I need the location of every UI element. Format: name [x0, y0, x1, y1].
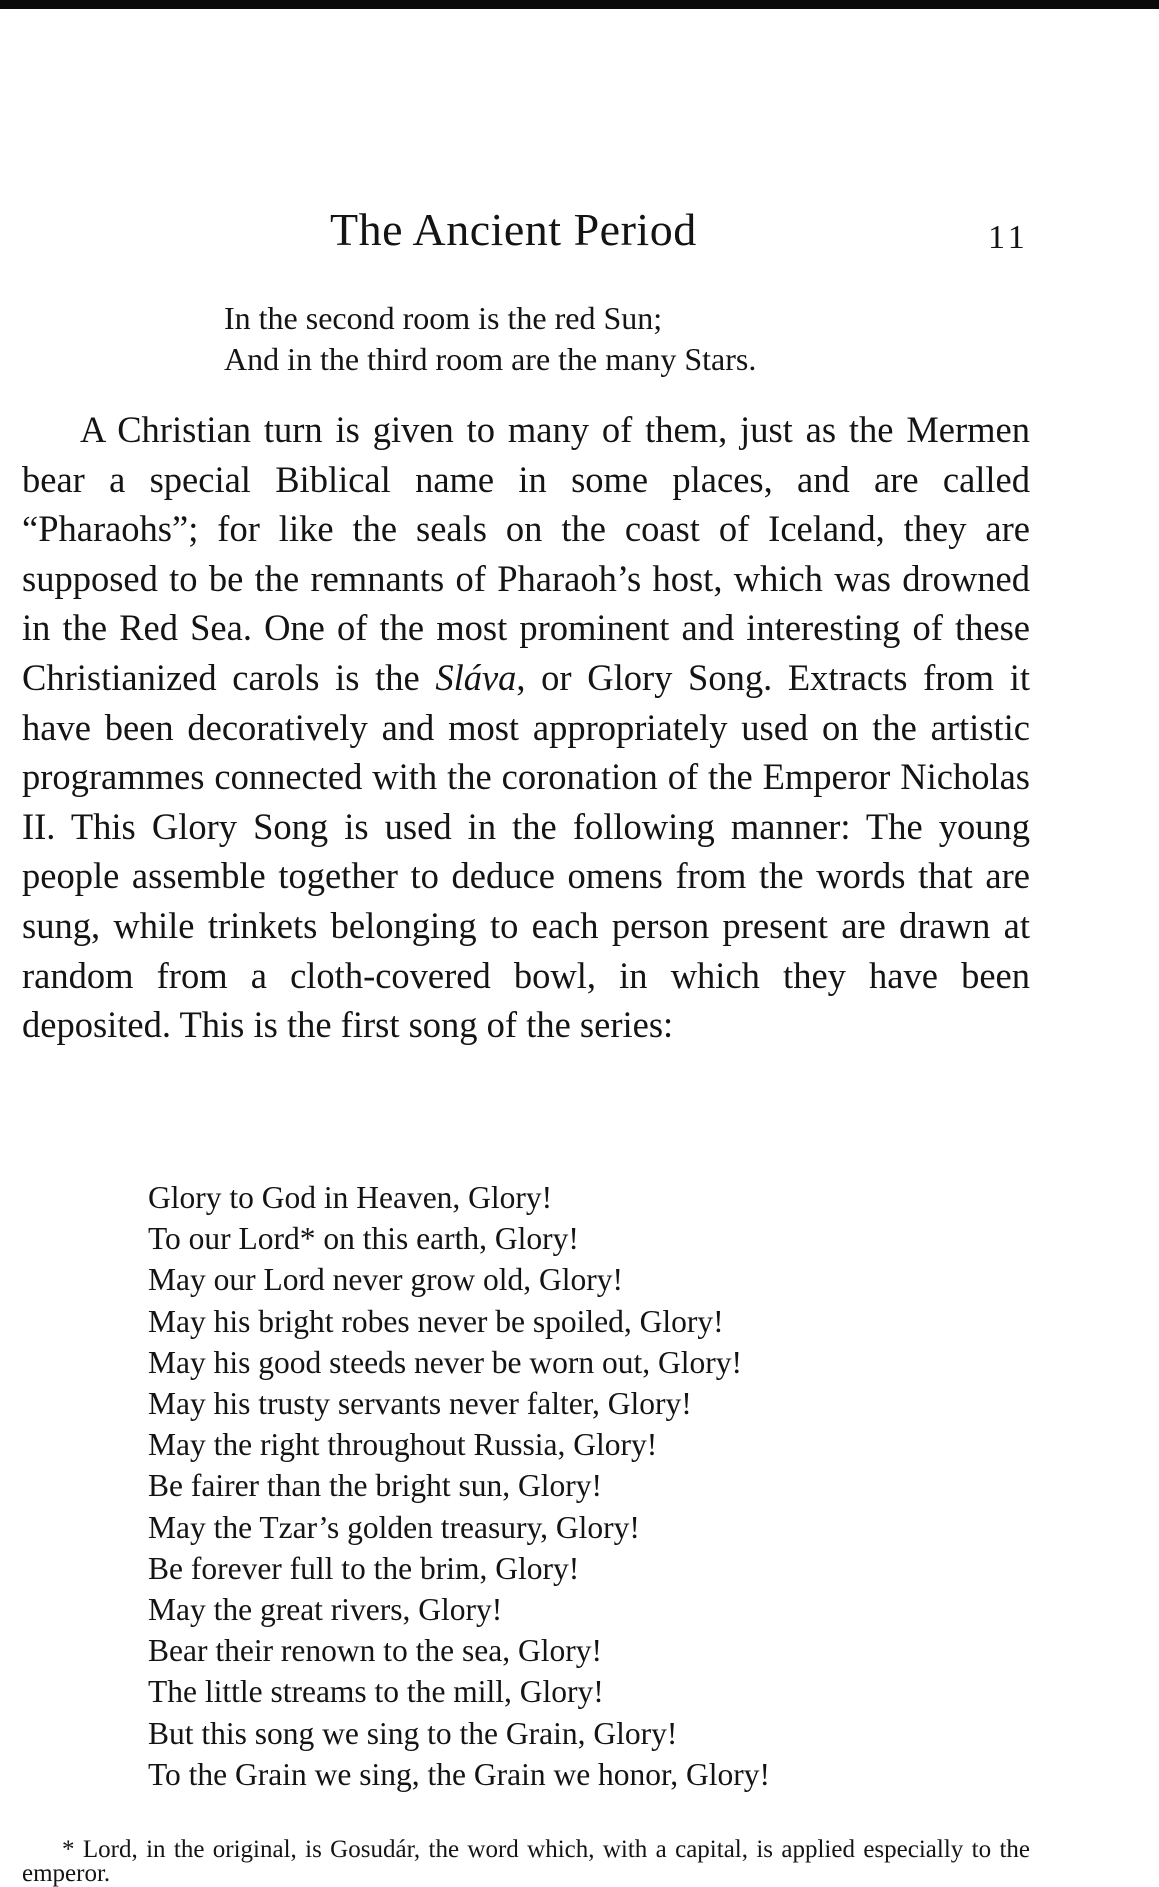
song-line: May his good steeds never be worn out, Glory!	[148, 1344, 743, 1380]
song-line: Bear their renown to the sea, Glory!	[148, 1633, 602, 1669]
song-line: Glory to God in Heaven, Glory!	[148, 1180, 553, 1215]
running-head	[0, 200, 1159, 260]
song-line: May our Lord never grow old, Glory!	[148, 1262, 624, 1298]
song-line: Be forever full to the brim, Glory!	[148, 1550, 580, 1586]
verse-line: And in the third room are the many Stars.	[224, 341, 757, 377]
song-line: May his trusty servants never falter, Glory!	[148, 1386, 692, 1422]
top-edge-rule	[0, 0, 1159, 9]
song-line: To the Grain we sing, the Grain we honor, Glory!	[148, 1756, 771, 1792]
footnote: * Lord, in the original, is Gosudár, the word which, with a capital, is applied especially to the emperor.	[22, 1836, 1030, 1887]
song-line: May his bright robes never be spoiled, Glory!	[148, 1303, 724, 1339]
song-line: The little streams to the mill, Glory!	[148, 1674, 604, 1710]
page-number: 11	[988, 219, 1029, 256]
paragraph-text: , or Glory Song. Extracts from it have been decoratively and most appropriately used on the artistic programmes connected with the coronation of the Emperor Nicholas II. This Glory Song is used in the following manner: The young people assemble together to deduce omens from the words that are sung, while trinkets belonging to each person present are drawn at random from a cloth-covered bowl, in which they have been deposited. This is the first song of the series:	[22, 656, 1030, 1046]
intro-verse	[224, 298, 756, 380]
glory-song	[148, 1177, 770, 1795]
song-line: May the Tzar’s golden treasury, Glory!	[148, 1509, 640, 1545]
paragraph-text: A Christian turn is given to many of them, just as the Mermen bear a special Biblical name in some places, and are called “Pharaohs”; for like the seals on the coast of Iceland, they are supposed to be the remnants of Pharaoh’s host, which was drowned in the Red Sea. One of the most prominent and interesting of these Christianized carols is the	[22, 409, 1030, 698]
running-title: The Ancient Period	[330, 204, 697, 255]
song-line: Be fairer than the bright sun, Glory!	[148, 1468, 602, 1504]
body-paragraph	[22, 405, 1030, 1050]
song-line: To our Lord* on this earth, Glory!	[148, 1221, 579, 1257]
italic-title: Sláva	[435, 656, 517, 698]
song-line: May the right throughout Russia, Glory!	[148, 1427, 658, 1463]
verse-line: In the second room is the red Sun;	[224, 300, 663, 336]
song-line: But this song we sing to the Grain, Glory!	[148, 1715, 678, 1751]
song-line: May the great rivers, Glory!	[148, 1592, 503, 1628]
